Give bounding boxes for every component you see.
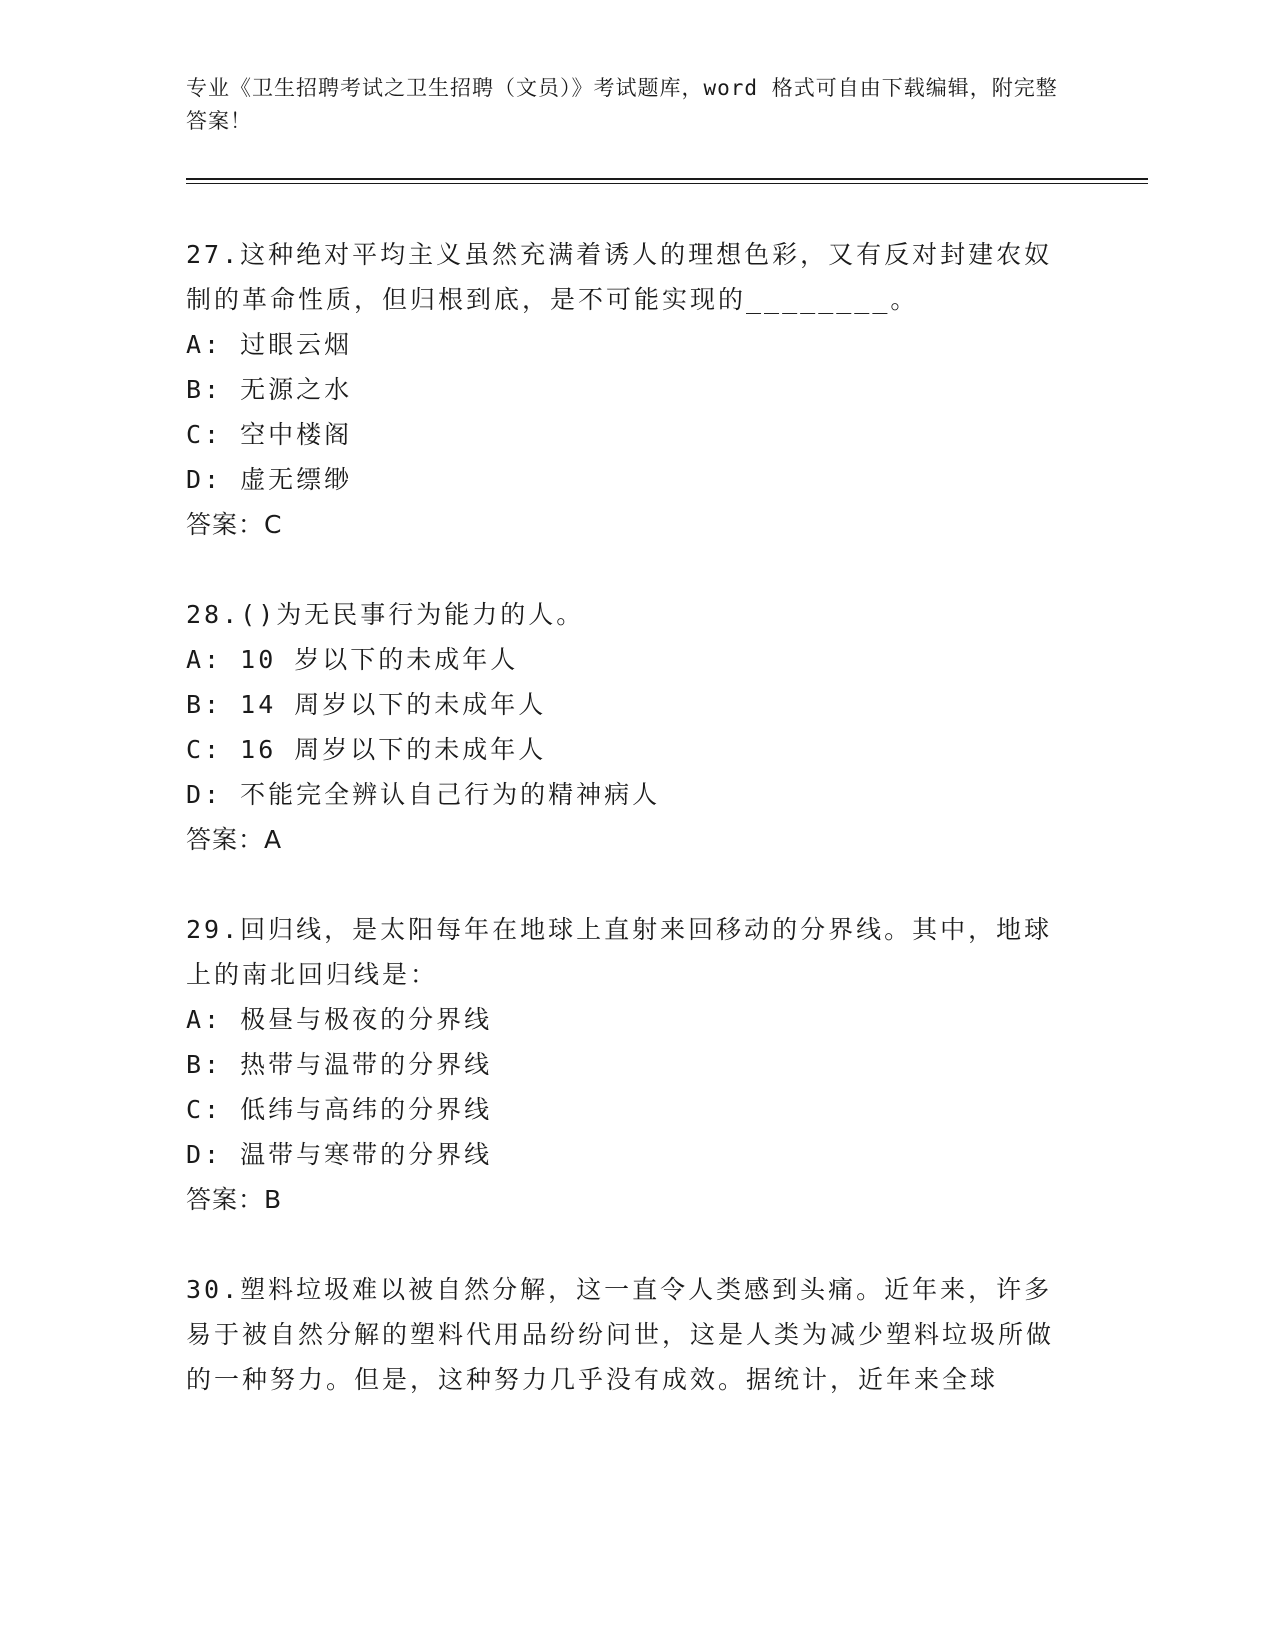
question-stem: 29.回归线，是太阳每年在地球上直射来回移动的分界线。其中，地球上的南北回归线是： [186, 915, 1053, 989]
answer-line: 答案：C [186, 510, 283, 539]
option-a: A: 过眼云烟 [186, 330, 353, 359]
option-d: D: 温带与寒带的分界线 [186, 1140, 493, 1169]
answer-line: 答案：B [186, 1185, 283, 1214]
option-c: C: 低纬与高纬的分界线 [186, 1095, 493, 1124]
question-30 [186, 1267, 1066, 1402]
question-28 [186, 592, 1066, 862]
option-c: C: 16 周岁以下的未成年人 [186, 735, 547, 764]
question-29 [186, 907, 1066, 1222]
option-a: A: 极昼与极夜的分界线 [186, 1005, 493, 1034]
question-stem: 28.()为无民事行为能力的人。 [186, 600, 585, 629]
header-divider-thin [186, 183, 1148, 184]
question-stem: 30.塑料垃圾难以被自然分解，这一直令人类感到头痛。近年来，许多易于被自然分解的塑料代用品纷纷问世，这是人类为减少塑料垃圾所做的一种努力。但是，这种努力几乎没有成效。据统计，近年来全球 [186, 1275, 1055, 1394]
option-b: B: 无源之水 [186, 375, 353, 404]
document-header: 专业《卫生招聘考试之卫生招聘（文员）》考试题库，word 格式可自由下载编辑，附完整答案！ [186, 76, 1058, 133]
question-27 [186, 232, 1066, 547]
answer-line: 答案：A [186, 825, 283, 854]
option-d: D: 虚无缥缈 [186, 465, 353, 494]
option-b: B: 热带与温带的分界线 [186, 1050, 493, 1079]
option-c: C: 空中楼阁 [186, 420, 353, 449]
option-b: B: 14 周岁以下的未成年人 [186, 690, 547, 719]
header-divider-thick [186, 178, 1148, 180]
option-d: D: 不能完全辨认自己行为的精神病人 [186, 780, 661, 809]
question-stem: 27.这种绝对平均主义虽然充满着诱人的理想色彩，又有反对封建农奴制的革命性质，但归根到底，是不可能实现的________。 [186, 240, 1053, 314]
option-a: A: 10 岁以下的未成年人 [186, 645, 519, 674]
question-list [186, 232, 1066, 1447]
